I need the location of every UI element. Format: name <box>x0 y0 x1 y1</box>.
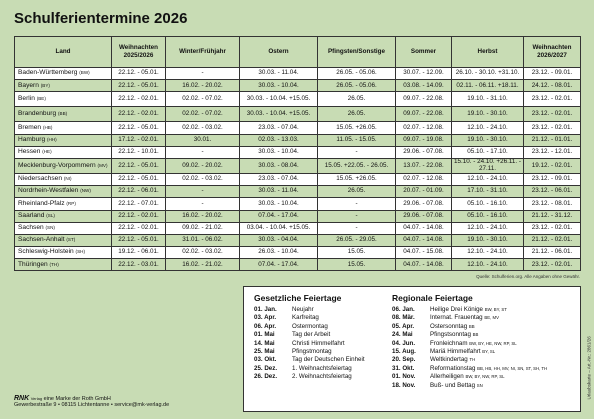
table-row <box>15 146 581 158</box>
holiday-name: Neujahr <box>292 306 314 313</box>
regional-holidays-title: Regionale Feiertage <box>392 293 473 303</box>
state-abbr: (ST) <box>66 237 76 243</box>
date-cell: 07.04. - 17.04. <box>240 259 318 271</box>
holiday-date: 25. Mai <box>254 348 275 356</box>
date-cell: 29.06. - 07.08. <box>396 210 452 222</box>
date-cell: 30.03. - 10.04. <box>240 80 318 92</box>
state-name: Bremen <box>18 123 42 131</box>
holiday-name: Buß- und Bettag <box>430 381 476 389</box>
date-cell: 22.12. - 05.01. <box>112 158 166 173</box>
holiday-item <box>392 306 547 314</box>
date-cell: 04.07. - 14.08. <box>396 234 452 246</box>
holiday-date: 06. Jan. <box>392 306 415 313</box>
date-cell: 30.03. - 10.04. +15.05. <box>240 107 318 122</box>
date-cell: 19.10. - 30.10. <box>452 134 524 146</box>
holidays-box <box>243 286 581 412</box>
date-cell: 22.12. - 05.01. <box>112 80 166 92</box>
date-cell: 05.10. - 16.10. <box>452 210 524 222</box>
holiday-states: BB <box>468 323 475 329</box>
column-header: Sommer <box>396 37 452 68</box>
date-cell: 02.07. - 12.08. <box>396 173 452 185</box>
holiday-date: 24. Mai <box>392 331 413 339</box>
source-note: Quelle: Schulferien.org. Alle Angaben ohne Gewähr. <box>476 274 580 279</box>
date-cell: 22.12. - 05.01. <box>112 68 166 80</box>
state-abbr: (BW) <box>79 70 90 76</box>
date-cell: 15.10. - 24.10. +26.11. - 27.11. <box>452 158 524 173</box>
date-cell: 02.02. - 03.02. <box>166 247 240 259</box>
date-cell: 02.02. - 03.02. <box>166 173 240 185</box>
holiday-item <box>254 340 365 348</box>
state-name: Thüringen <box>18 260 48 268</box>
legal-holidays-column <box>254 293 365 382</box>
date-cell: 22.12. - 03.01. <box>112 259 166 271</box>
date-cell: 09.02. - 20.02. <box>166 158 240 173</box>
holiday-date: 08. Mär. <box>392 314 415 322</box>
date-cell: 16.02. - 20.02. <box>166 210 240 222</box>
column-header: Land <box>15 37 112 68</box>
state-abbr: (BE) <box>36 96 46 102</box>
rnk-logo-sub: Verlag <box>30 396 43 401</box>
date-cell: 22.12. - 06.01. <box>112 186 166 198</box>
holiday-item <box>392 348 547 356</box>
regional-holidays-list <box>392 306 547 390</box>
date-cell: 21.12. - 31.12. <box>524 210 581 222</box>
state-name: Rheinland-Pfalz <box>18 199 65 207</box>
state-name-cell <box>15 222 112 234</box>
holiday-item <box>392 382 547 390</box>
date-cell: 23.12. - 08.01. <box>524 198 581 210</box>
date-cell: 09.07. - 19.08. <box>396 134 452 146</box>
date-cell: 19.10. - 31.10. <box>452 92 524 107</box>
holiday-name: Reformationstag <box>430 364 476 372</box>
state-name: Bayern <box>18 81 39 89</box>
date-cell: 26.10. - 30.10. +31.10. <box>452 68 524 80</box>
date-cell: - <box>166 198 240 210</box>
holiday-item <box>392 373 547 381</box>
holiday-table <box>14 36 581 271</box>
holiday-states: BB, HB, HH, MV, NI, SN, ST, SH, TH <box>477 365 548 371</box>
date-cell: 15.05. <box>318 259 396 271</box>
date-cell: 21.12. - 01.01. <box>524 134 581 146</box>
date-cell: 04.07. - 14.08. <box>396 259 452 271</box>
date-cell: 30.03. - 11.04. <box>240 186 318 198</box>
table-row <box>15 158 581 173</box>
holiday-name: Christi Himmelfahrt <box>292 339 345 347</box>
table-row <box>15 210 581 222</box>
holiday-item <box>392 314 547 322</box>
holiday-name: 2. Weihnachtsfeiertag <box>292 373 352 381</box>
state-abbr: (SL) <box>46 212 55 218</box>
state-abbr: (SN) <box>45 225 55 231</box>
holiday-date: 31. Okt. <box>392 364 415 372</box>
date-cell: 26.05. <box>318 92 396 107</box>
date-cell: 04.07. - 14.08. <box>396 222 452 234</box>
state-abbr: (BB) <box>57 111 68 117</box>
footer-brand-line <box>14 395 169 402</box>
holiday-name: Mariä Himmelfahrt <box>430 348 481 356</box>
legal-holidays-list <box>254 306 365 382</box>
holiday-states: BB <box>472 332 479 338</box>
column-header: Winter/Frühjahr <box>166 37 240 68</box>
date-cell: 23.12. - 12.01. <box>524 146 581 158</box>
table-row <box>15 134 581 146</box>
holiday-date: 03. Apr. <box>254 314 277 322</box>
holiday-item <box>392 331 547 339</box>
holiday-date: 15. Aug. <box>392 348 416 356</box>
date-cell: 23.12. - 02.01. <box>524 222 581 234</box>
date-cell: - <box>318 210 396 222</box>
table-row <box>15 234 581 246</box>
state-abbr: (NI) <box>63 176 72 182</box>
table-row <box>15 107 581 122</box>
state-name: Sachsen-Anhalt <box>18 236 65 244</box>
holiday-name: Heilige Drei Könige <box>430 306 483 313</box>
state-name-cell <box>15 158 112 173</box>
state-name: Schleswig-Holstein <box>18 248 74 256</box>
date-cell: 29.06. - 07.08. <box>396 198 452 210</box>
date-cell: 26.03. - 10.04. <box>240 247 318 259</box>
holiday-states: BW, BY, NW, RP, SL <box>465 374 505 380</box>
state-name-cell <box>15 92 112 107</box>
date-cell: - <box>166 146 240 158</box>
date-cell: 30.03. - 10.04. +15.05. <box>240 92 318 107</box>
date-cell: 03.04. - 10.04. +15.05. <box>240 222 318 234</box>
holiday-item <box>254 348 365 356</box>
holiday-name: Ostersonntag <box>430 322 468 330</box>
state-abbr: (NW) <box>80 188 91 194</box>
state-name: Sachsen <box>18 224 44 232</box>
date-cell: 30.03. - 10.04. <box>240 198 318 210</box>
footer <box>14 395 169 408</box>
date-cell: 21.12. - 06.01. <box>524 247 581 259</box>
date-cell: 23.12. - 02.01. <box>524 259 581 271</box>
date-cell: - <box>318 146 396 158</box>
date-cell: 23.03. - 07.04. <box>240 173 318 185</box>
rnk-logo: RNK <box>14 395 30 402</box>
date-cell: - <box>166 68 240 80</box>
state-abbr: (SH) <box>75 249 85 255</box>
date-cell: 31.01. - 06.02. <box>166 234 240 246</box>
date-cell: 09.07. - 22.08. <box>396 92 452 107</box>
holiday-item <box>392 356 547 364</box>
date-cell: 15.05. +22.05. - 26.05. <box>318 158 396 173</box>
state-name-cell <box>15 134 112 146</box>
state-name-cell <box>15 259 112 271</box>
table-row <box>15 247 581 259</box>
date-cell: - <box>318 222 396 234</box>
date-cell: 23.12. - 09.01. <box>524 173 581 185</box>
date-cell: 05.10. - 16.10. <box>452 198 524 210</box>
date-cell: 17.12. - 02.01. <box>112 134 166 146</box>
column-header: Herbst <box>452 37 524 68</box>
table-row <box>15 68 581 80</box>
date-cell: 12.10. - 24.10. <box>452 173 524 185</box>
column-header: Pfingsten/Sonstige <box>318 37 396 68</box>
date-cell: 13.07. - 22.08. <box>396 158 452 173</box>
state-name-cell <box>15 146 112 158</box>
date-cell: 22.12. - 02.01. <box>112 92 166 107</box>
holiday-item <box>254 356 365 364</box>
table-row <box>15 198 581 210</box>
table-row <box>15 92 581 107</box>
holiday-date: 01. Jan. <box>254 306 277 313</box>
state-name-cell <box>15 198 112 210</box>
state-name-cell <box>15 107 112 122</box>
date-cell: 22.12. - 02.01. <box>112 222 166 234</box>
date-cell: 22.12. - 05.01. <box>112 122 166 134</box>
date-cell: 22.12. - 05.01. <box>112 234 166 246</box>
state-name: Brandenburg <box>18 110 57 118</box>
date-cell: 09.02. - 21.02. <box>166 222 240 234</box>
state-abbr: (RP) <box>66 200 76 206</box>
holiday-name: Pfingstsonntag <box>430 331 471 339</box>
date-cell: 02.11. - 06.11. +18.11. <box>452 80 524 92</box>
date-cell: - <box>166 186 240 198</box>
holiday-states: BW, BY, ST <box>484 307 507 312</box>
state-name: Hamburg <box>18 135 46 143</box>
holiday-date: 05. Apr. <box>392 322 415 330</box>
holiday-date: 20. Sep. <box>392 356 416 364</box>
side-label <box>585 305 593 405</box>
state-name: Mecklenburg-Vorpommern <box>18 161 96 169</box>
holiday-name: Tag der Deutschen Einheit <box>292 356 365 364</box>
holiday-states: BE, MV <box>484 315 499 321</box>
holiday-name: Weltkindertag <box>430 356 468 364</box>
date-cell: 05.10. - 17.10. <box>452 146 524 158</box>
state-abbr: (BY) <box>40 82 50 88</box>
date-cell: 22.12. - 10.01. <box>112 146 166 158</box>
holiday-date: 25. Dez. <box>254 364 278 372</box>
date-cell: 30.03. - 11.04. <box>240 68 318 80</box>
table-header-row <box>15 37 581 68</box>
date-cell: 20.07. - 01.09. <box>396 186 452 198</box>
date-cell: 02.02. - 07.02. <box>166 92 240 107</box>
holiday-date: 06. Apr. <box>254 322 277 330</box>
state-name: Saarland <box>18 211 45 219</box>
date-cell: 22.12. - 02.01. <box>112 107 166 122</box>
date-cell: 09.07. - 22.08. <box>396 107 452 122</box>
date-cell: 16.02. - 20.02. <box>166 80 240 92</box>
holiday-date: 04. Jun. <box>392 339 416 347</box>
date-cell: 15.05. +26.05. <box>318 122 396 134</box>
date-cell: 19.12. - 02.01. <box>524 158 581 173</box>
state-name-cell <box>15 68 112 80</box>
date-cell: 30.03. - 10.04. <box>240 146 318 158</box>
holiday-name: Tag der Arbeit <box>292 331 331 339</box>
holiday-states: BW, BY, HE, NW, RP, SL <box>469 340 517 346</box>
table-row <box>15 122 581 134</box>
table-row <box>15 173 581 185</box>
date-cell: 02.02. - 07.02. <box>166 107 240 122</box>
date-cell: 22.12. - 05.01. <box>112 173 166 185</box>
column-header: Ostern <box>240 37 318 68</box>
date-cell: 26.05. - 29.05. <box>318 234 396 246</box>
date-cell: 03.08. - 14.09. <box>396 80 452 92</box>
date-cell: 15.05. +26.05. <box>318 173 396 185</box>
date-cell: 12.10. - 24.10. <box>452 247 524 259</box>
date-cell: 07.04. - 17.04. <box>240 210 318 222</box>
date-cell: 30.07. - 12.09. <box>396 68 452 80</box>
date-cell: 26.05. - 05.06. <box>318 68 396 80</box>
holiday-name: 1. Weihnachtsfeiertag <box>292 364 352 372</box>
regional-holidays-column <box>392 293 547 390</box>
address-text: Gewerbestraße 9 • 08115 Lichtentanne • service@mk-verlag.de <box>14 402 170 408</box>
state-abbr: (HH) <box>46 136 57 142</box>
date-cell: 23.12. - 06.01. <box>524 186 581 198</box>
table-body <box>15 68 581 271</box>
state-name: Hessen <box>18 148 41 156</box>
date-cell: 19.10. - 30.10. <box>452 107 524 122</box>
state-name-cell <box>15 80 112 92</box>
date-cell: 02.02. - 03.02. <box>166 122 240 134</box>
date-cell: 02.07. - 12.08. <box>396 122 452 134</box>
date-cell: 12.10. - 24.10. <box>452 259 524 271</box>
date-cell: 23.12. - 02.01. <box>524 122 581 134</box>
table-row <box>15 80 581 92</box>
holiday-states: SN <box>476 382 483 388</box>
state-name: Niedersachsen <box>18 175 62 183</box>
state-name-cell <box>15 122 112 134</box>
date-cell: 12.10. - 24.10. <box>452 222 524 234</box>
holiday-name: Pfingstmontag <box>292 348 332 356</box>
date-cell: 23.12. - 09.01. <box>524 68 581 80</box>
holiday-states: TH <box>469 357 476 363</box>
holiday-name: Internat. Frauentag <box>430 314 483 322</box>
holiday-date: 01. Nov. <box>392 373 416 381</box>
date-cell: 02.03. - 13.03. <box>240 134 318 146</box>
holiday-item <box>254 373 365 381</box>
state-name: Baden-Württemberg <box>18 69 78 77</box>
holiday-name: Karfreitag <box>292 314 319 322</box>
date-cell: 29.06. - 07.08. <box>396 146 452 158</box>
holiday-date: 01. Mai <box>254 331 275 339</box>
date-cell: 15.05. <box>318 247 396 259</box>
state-name: Berlin <box>18 95 35 103</box>
date-cell: 22.12. - 02.01. <box>112 210 166 222</box>
date-cell: 12.10. - 24.10. <box>452 122 524 134</box>
holiday-table-wrapper <box>14 36 580 271</box>
brand-text: eine Marke der Roth GmbH <box>43 396 111 402</box>
holiday-item <box>392 365 547 373</box>
holiday-item <box>254 314 365 322</box>
state-name-cell <box>15 210 112 222</box>
state-abbr: (MV) <box>97 162 108 168</box>
date-cell: - <box>318 198 396 210</box>
holiday-states: BY, SL <box>482 349 496 355</box>
date-cell: 30.03. - 04.04. <box>240 234 318 246</box>
date-cell: 26.05. <box>318 186 396 198</box>
holiday-date: 26. Dez. <box>254 373 278 381</box>
holiday-item <box>392 340 547 348</box>
holiday-item <box>254 306 365 314</box>
holiday-date: 14. Mai <box>254 339 275 347</box>
date-cell: 19.12. - 06.01. <box>112 247 166 259</box>
state-name-cell <box>15 186 112 198</box>
holiday-item <box>254 323 365 331</box>
date-cell: 22.12. - 07.01. <box>112 198 166 210</box>
legal-holidays-title: Gesetzliche Feiertage <box>254 293 342 303</box>
date-cell: 30.01. <box>166 134 240 146</box>
holiday-item <box>392 323 547 331</box>
column-header: Weihnachten 2025/2026 <box>112 37 166 68</box>
date-cell: 26.05. - 05.06. <box>318 80 396 92</box>
date-cell: 24.12. - 08.01. <box>524 80 581 92</box>
article-number: Urlaubskarte – Art.-Nr.: 2861/26 <box>586 336 592 400</box>
holiday-item <box>254 331 365 339</box>
holiday-name: Allerheiligen <box>430 373 464 381</box>
date-cell: 30.03. - 08.04. <box>240 158 318 173</box>
holiday-date: 03. Okt. <box>254 356 277 364</box>
holiday-name: Fronleichnam <box>430 339 468 347</box>
date-cell: 23.12. - 02.01. <box>524 107 581 122</box>
state-name: Nordrhein-Westfalen <box>18 187 79 195</box>
date-cell: 26.05. <box>318 107 396 122</box>
date-cell: 23.03. - 07.04. <box>240 122 318 134</box>
state-name-cell <box>15 173 112 185</box>
table-row <box>15 186 581 198</box>
date-cell: 11.05. - 15.05. <box>318 134 396 146</box>
state-name-cell <box>15 247 112 259</box>
holiday-name: Ostermontag <box>292 322 328 330</box>
date-cell: 19.10. - 30.10. <box>452 234 524 246</box>
state-abbr: (TH) <box>49 261 59 267</box>
date-cell: 04.07. - 15.08. <box>396 247 452 259</box>
state-abbr: (HE) <box>42 149 52 155</box>
holiday-date: 18. Nov. <box>392 381 416 389</box>
date-cell: 17.10. - 31.10. <box>452 186 524 198</box>
date-cell: 21.12. - 02.01. <box>524 234 581 246</box>
state-name-cell <box>15 234 112 246</box>
state-abbr: (HB) <box>42 124 53 130</box>
table-row <box>15 222 581 234</box>
table-row <box>15 259 581 271</box>
column-header: Weihnachten 2026/2027 <box>524 37 581 68</box>
holiday-item <box>254 365 365 373</box>
date-cell: 23.12. - 02.01. <box>524 92 581 107</box>
date-cell: 16.02. - 21.02. <box>166 259 240 271</box>
page-title: Schulferientermine 2026 <box>14 10 188 27</box>
